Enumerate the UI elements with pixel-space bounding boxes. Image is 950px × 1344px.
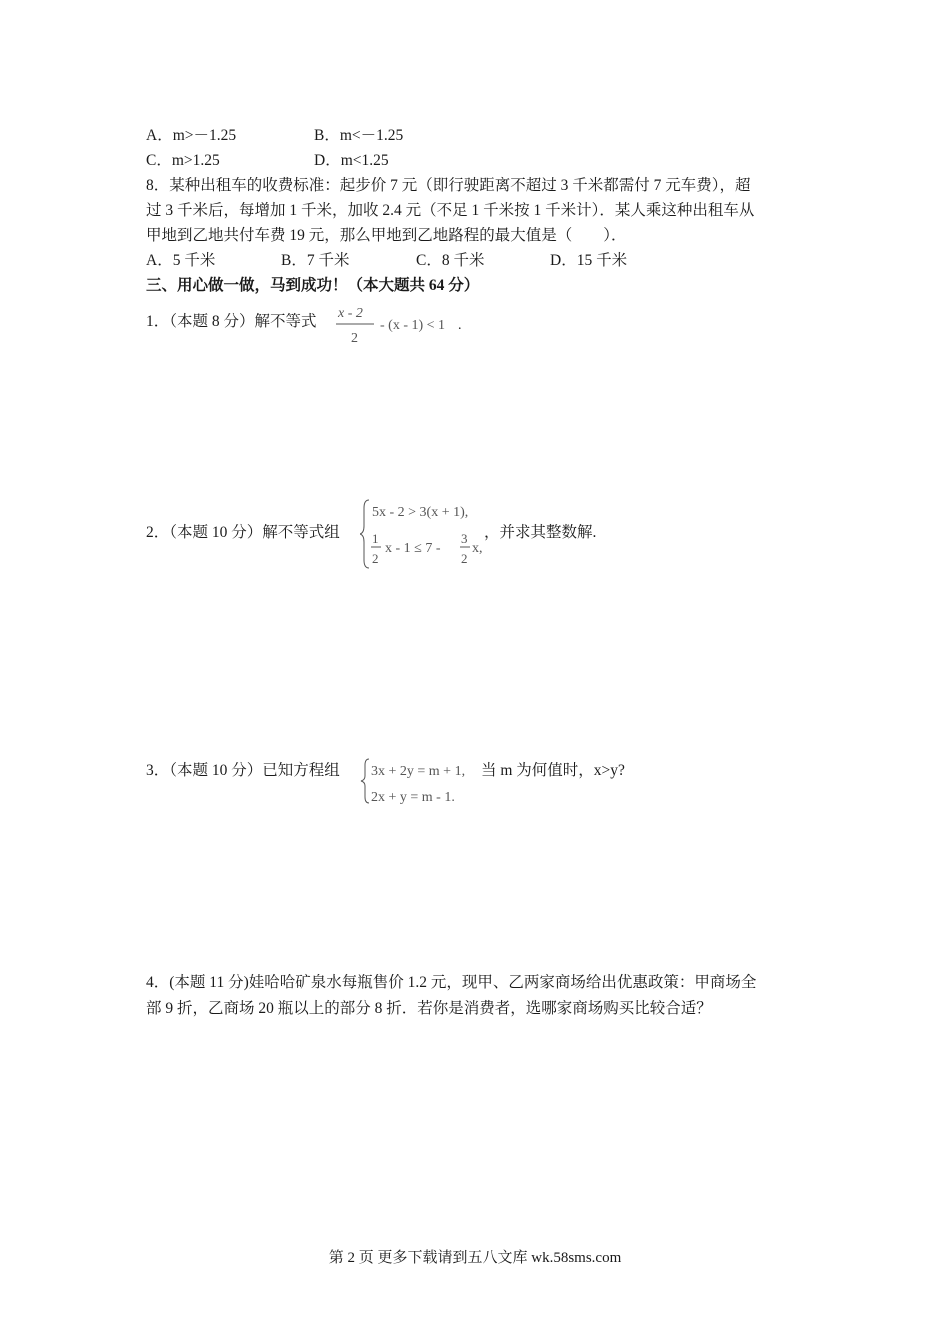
problem-3-prefix: 3．（本题 10 分）已知方程组 [146, 762, 340, 779]
p2-frac-b-num: 3 [461, 531, 468, 546]
p3-eq1: 3x + 2y = m + 1, [371, 764, 466, 779]
p2-eq1: 5x - 2 > 3(x + 1), [372, 505, 469, 520]
problem-4-line1: 4．(本题 11 分)娃哈哈矿泉水每瓶售价 1.2 元，现甲、乙两家商场给出优惠政策：甲商场全 [146, 974, 757, 991]
p2-brace [360, 500, 369, 568]
q7-option-d: D．m<1.25 [314, 152, 389, 169]
section-3-heading: 三、用心做一做，马到成功！（本大题共 64 分） [146, 277, 480, 294]
q8-text-line2: 过 3 千米后，每增加 1 千米，加收 2.4 元（不足 1 千米按 1 千米计）．某人乘这种出租车从 [146, 202, 755, 219]
p1-rest: - (x - 1) < 1 [380, 318, 446, 333]
p3-brace [361, 759, 369, 803]
p1-frac-numerator: x - 2 [338, 306, 363, 321]
q7-option-a: A．m>－1.25 [146, 127, 237, 144]
p2-eq2-end: x, [472, 541, 483, 556]
q7-option-c: C．m>1.25 [146, 152, 220, 169]
page-footer: 第 2 页 更多下载请到五八文库 wk.58sms.com [328, 1250, 622, 1266]
p2-frac-a-den: 2 [372, 551, 379, 566]
problem-2-inequality-system [360, 496, 490, 572]
q8-option-b: B．7 千米 [281, 252, 350, 269]
problem-1-prefix: 1．（本题 8 分）解不等式 [146, 313, 317, 330]
p1-suffix: . [458, 318, 462, 333]
problem-2-suffix: ，并求其整数解. [484, 524, 597, 541]
problem-2-prefix: 2．（本题 10 分）解不等式组 [146, 524, 340, 541]
p3-eq2: 2x + y = m - 1. [371, 790, 455, 805]
p2-frac-b-den: 2 [461, 551, 468, 566]
q8-text-line3: 甲地到乙地共付车费 19 元，那么甲地到乙地路程的最大值是（ ）． [146, 227, 627, 244]
p2-eq2-mid: x - 1 ≤ 7 - [385, 541, 441, 556]
q8-option-d: D．15 千米 [550, 252, 628, 269]
problem-1-inequality [334, 301, 474, 345]
problem-3-suffix: 当 m 为何值时，x>y? [481, 762, 625, 779]
q8-option-c: C．8 千米 [416, 252, 485, 269]
problem-3-equation-system [360, 755, 478, 807]
q8-text-line1: 8．某种出租车的收费标准：起步价 7 元（即行驶距离不超过 3 千米都需付 7 元车费），超 [146, 177, 751, 194]
q8-option-a: A．5 千米 [146, 252, 216, 269]
problem-4-line2: 部 9 折，乙商场 20 瓶以上的部分 8 折．若你是消费者，选哪家商场购买比较合适？ [146, 1000, 712, 1017]
p2-frac-a-num: 1 [372, 531, 379, 546]
q7-option-b: B．m<－1.25 [314, 127, 404, 144]
p1-frac-denominator: 2 [351, 331, 358, 345]
